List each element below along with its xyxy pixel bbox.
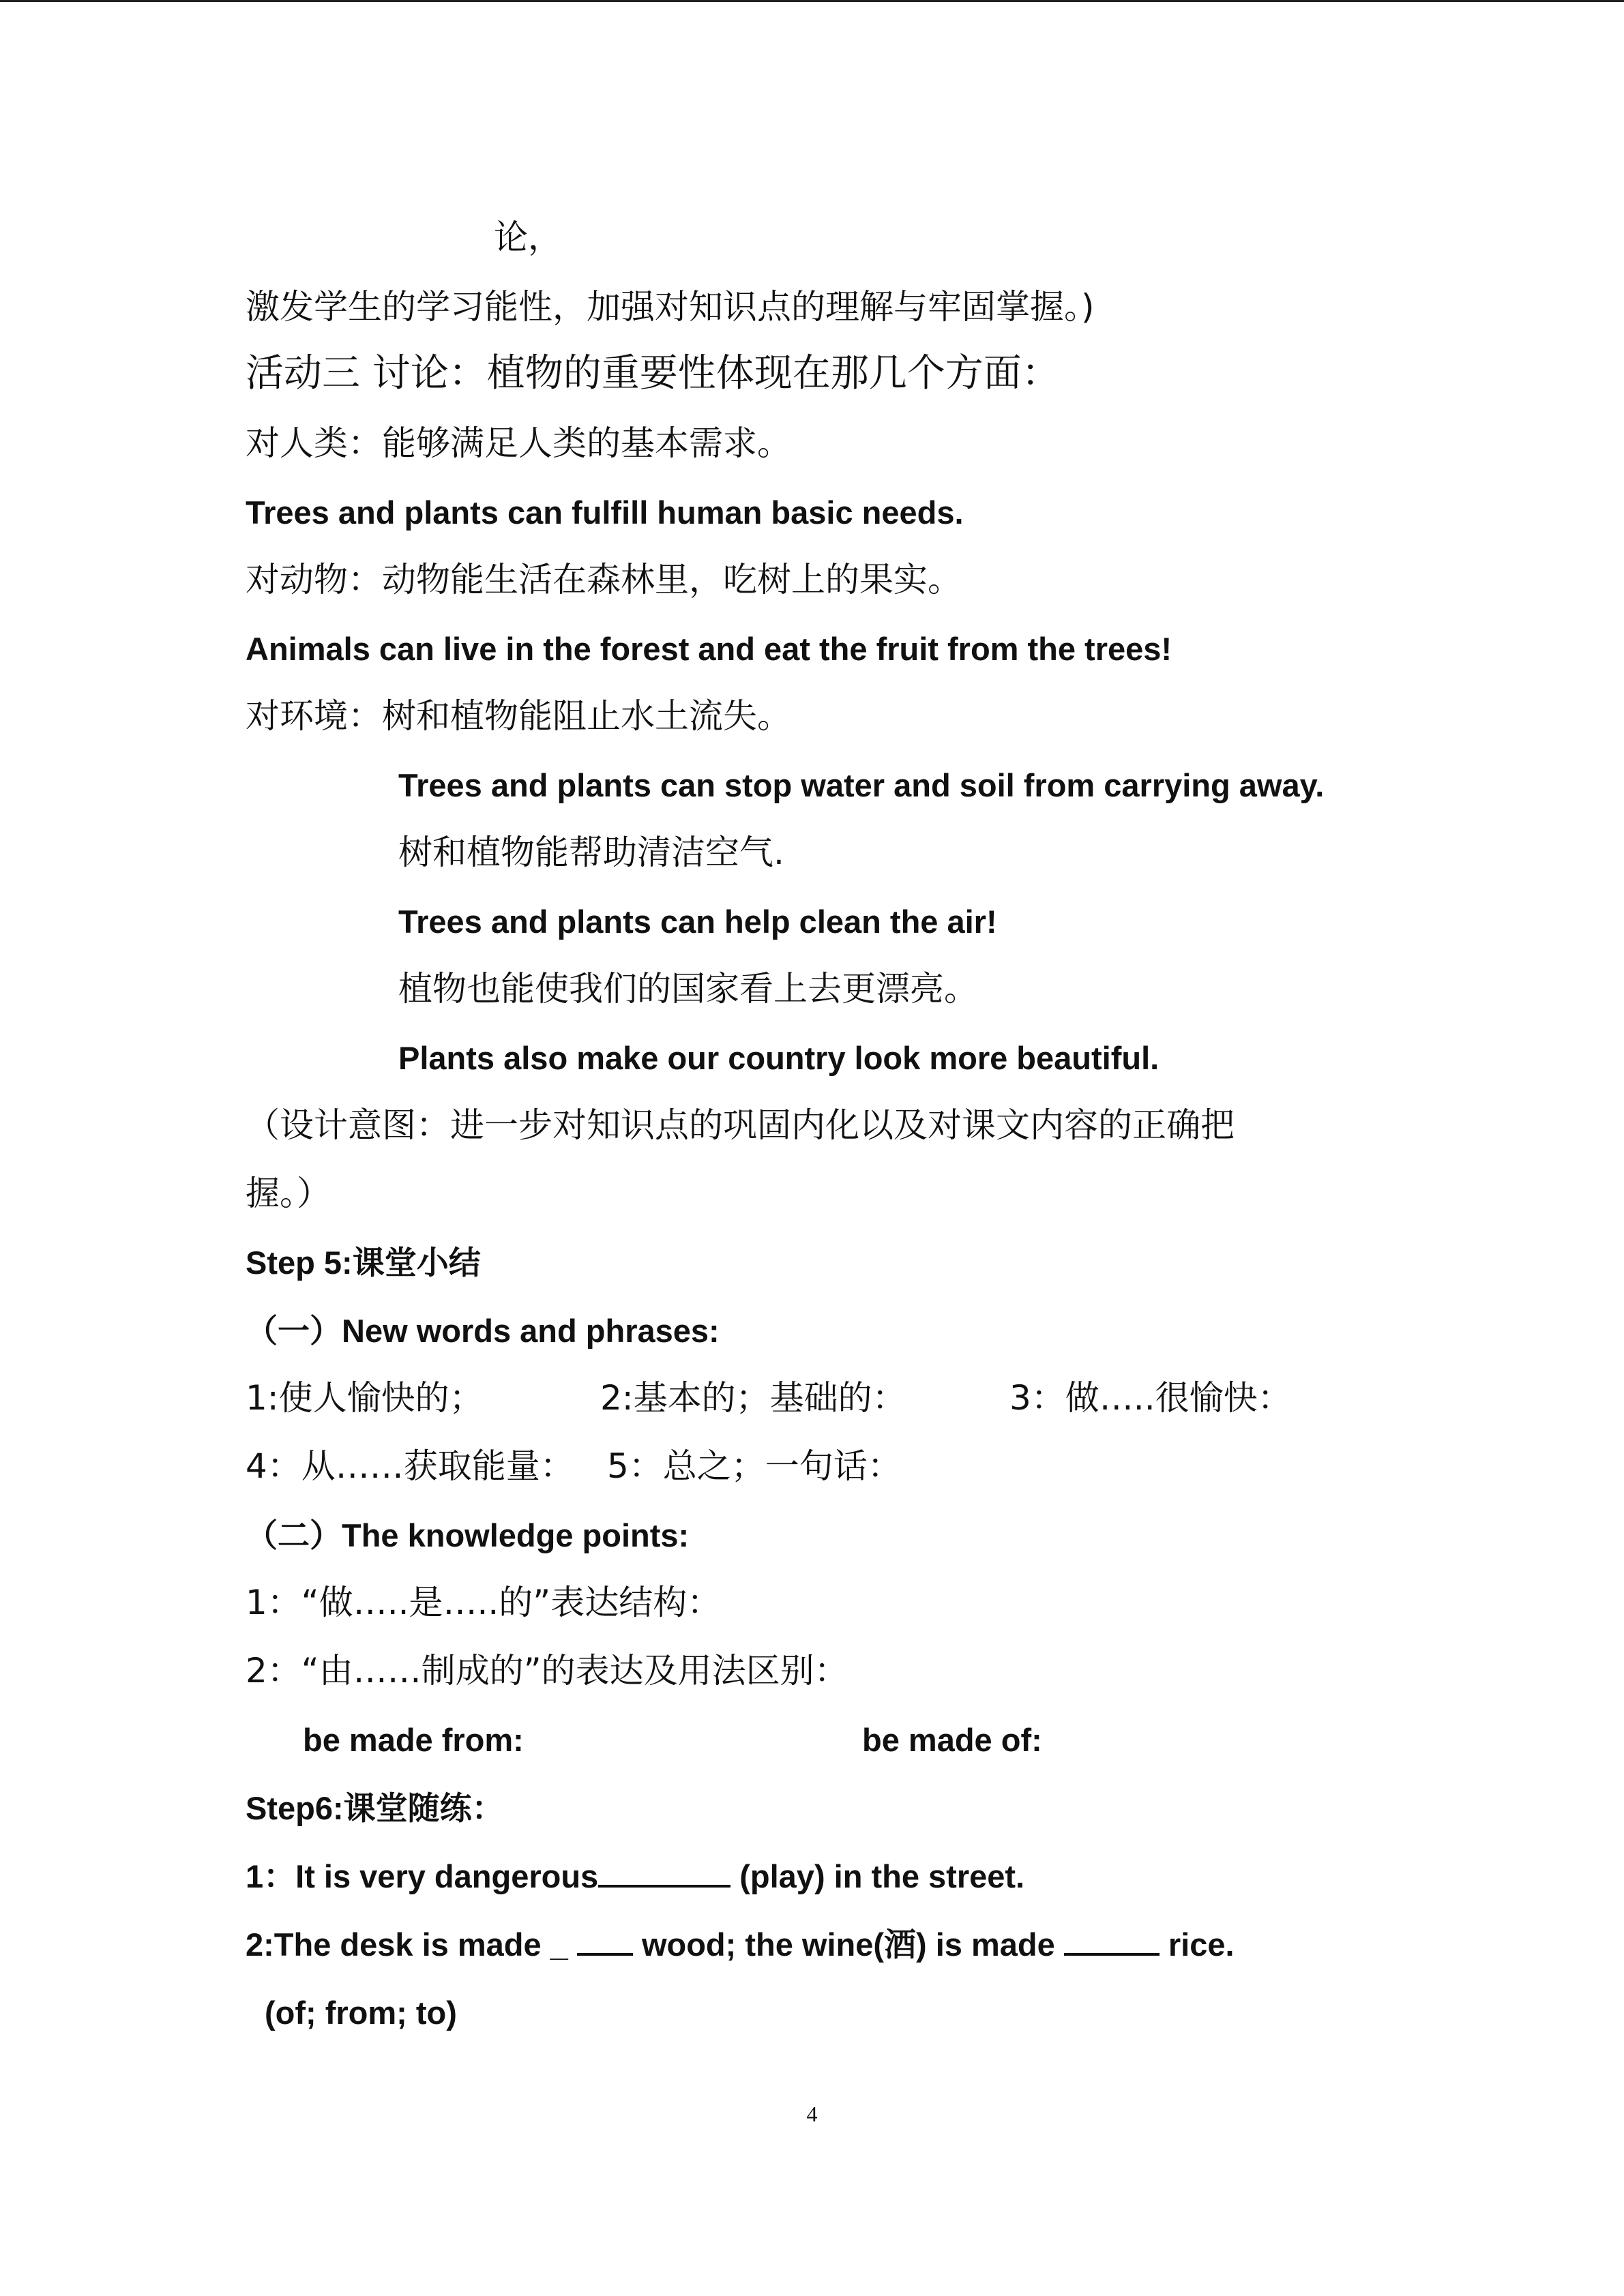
english-line: Animals can live in the forest and eat the fruit from the trees! [246, 631, 1172, 667]
text-line: 2：“由……制成的”的表达及用法区别： [246, 1651, 848, 1690]
vocab-item: 2:基本的；基础的： [600, 1378, 906, 1418]
text-line: （设计意图：进一步对知识点的巩固内化以及对课文内容的正确把 [246, 1105, 1235, 1145]
step-heading: Step 5:课堂小结 [246, 1244, 481, 1281]
answer-blank[interactable] [1064, 1926, 1160, 1956]
vocab-item: 5：总之；一句话： [607, 1446, 902, 1486]
text-line: 对人类：能够满足人类的基本需求。 [246, 423, 791, 463]
english-line: Plants also make our country look more beautiful. [398, 1040, 1160, 1076]
step-heading: Step6:课堂随练： [246, 1790, 504, 1826]
answer-blank[interactable] [577, 1926, 633, 1956]
exercise-text: wood; the wine(酒) is made [632, 1926, 1064, 1963]
exercise-text: rice. [1159, 1926, 1235, 1963]
text-line: 树和植物能帮助清洁空气. [398, 833, 784, 872]
top-border-line [0, 0, 1624, 2]
vocab-item: 3：做…..很愉快： [1009, 1378, 1292, 1418]
page-number: 4 [806, 2102, 818, 2126]
options-line: (of; from; to) [265, 1995, 457, 2031]
english-line: Trees and plants can help clean the air! [398, 904, 997, 940]
english-line: Trees and plants can stop water and soil from carrying away. [398, 767, 1325, 803]
section-heading: （一）New words and phrases: [246, 1313, 720, 1349]
exercise-text: 1：It is very dangerous [246, 1858, 599, 1894]
exercise-text: (play) in the street. [730, 1858, 1025, 1894]
vocab-item: 1:使人愉快的； [246, 1378, 484, 1418]
text-line: 植物也能使我们的国家看上去更漂亮。 [398, 969, 978, 1009]
exercise-text: 2:The desk is made _ [246, 1926, 577, 1963]
vocab-item: 4：从……获取能量： [246, 1446, 574, 1486]
exercise-line [246, 1856, 1024, 1897]
text-line: 握。） [246, 1174, 331, 1213]
phrase-item: be made from: [303, 1722, 524, 1758]
text-line: 1：“做…..是…..的”表达结构： [246, 1583, 722, 1622]
phrase-item: be made of: [862, 1722, 1042, 1758]
english-line: Trees and plants can fulfill human basic needs. [246, 494, 964, 531]
text-line: 对环境：树和植物能阻止水土流失。 [246, 696, 791, 736]
text-line: 论， [494, 218, 562, 257]
answer-blank[interactable] [598, 1858, 730, 1888]
text-line: 激发学生的学习能性，加强对知识点的理解与牢固掌握。) [246, 287, 1095, 327]
exercise-line [246, 1924, 1235, 1965]
section-heading: （二）The knowledge points: [246, 1517, 690, 1553]
text-line: 对动物：动物能生活在森林里，吃树上的果实。 [246, 560, 962, 599]
activity-heading: 活动三 讨论：植物的重要性体现在那几个方面： [246, 351, 1060, 396]
